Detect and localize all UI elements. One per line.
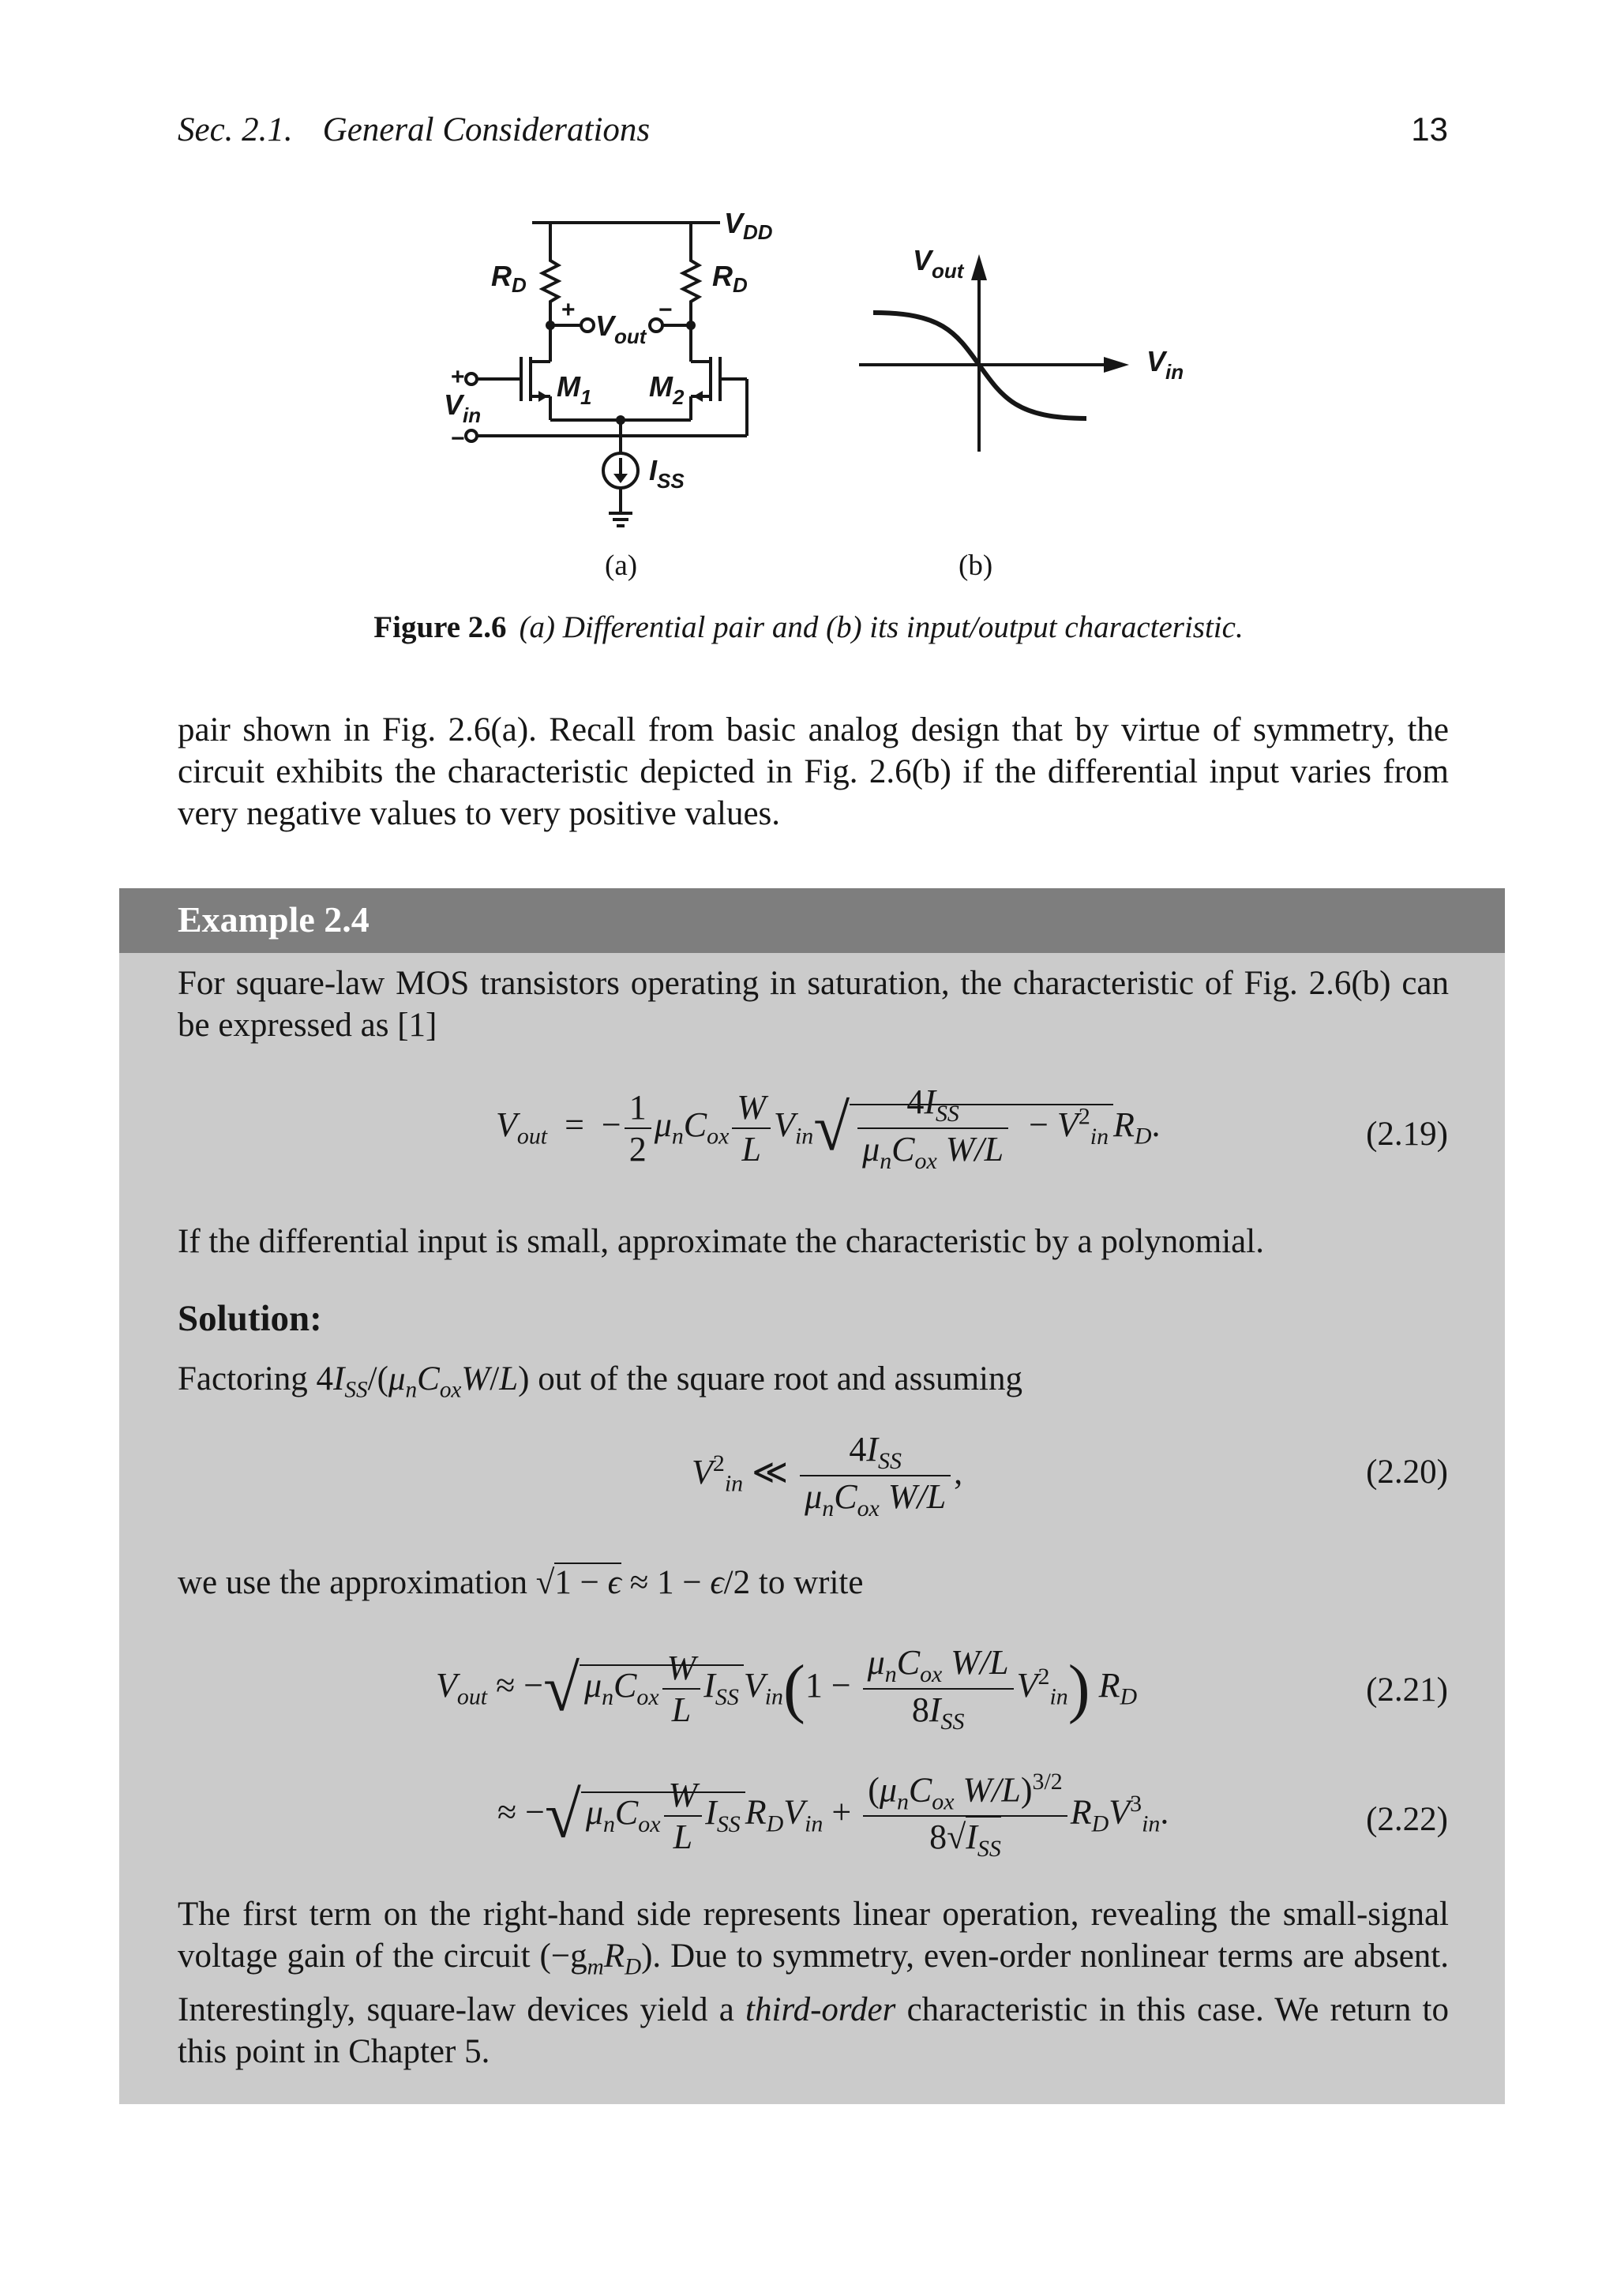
sublabel-b: (b) xyxy=(959,550,993,582)
vin-plus: + xyxy=(451,364,465,390)
eq-number-2-21: (2.21) xyxy=(1366,1671,1448,1709)
eq-number-2-22: (2.22) xyxy=(1366,1801,1448,1838)
vout-plus: + xyxy=(561,297,576,323)
caption-label: Figure 2.6 xyxy=(373,610,507,644)
vdd-label: $V_{DD}$ xyxy=(724,207,773,244)
example-title: Example 2.4 xyxy=(178,899,370,940)
vout-minus: − xyxy=(658,297,673,323)
rd-right-resistor xyxy=(683,223,699,325)
example-statement: For square-law MOS transistors operating in saturation, the characteristic of Fig. 2.6(b) can be expressed as [1] xyxy=(178,965,1449,1044)
intro-paragraph: pair shown in Fig. 2.6(a). Recall from basic analog design that by virtue of symmetry, the circuit exhibits the characteristic depicted in Fig. 2.6(b) if the differential input varies from very negative values to very positive values. xyxy=(178,711,1449,832)
solution-heading: Solution: xyxy=(178,1298,322,1339)
example-question: If the differential input is small, approximate the characteristic by a polynomial. xyxy=(178,1223,1264,1260)
section-number: Sec. 2.1. xyxy=(178,111,293,148)
vin-label: $V_{in}$ xyxy=(444,388,482,427)
page-number: 13 xyxy=(1411,111,1448,148)
conclusion-paragraph: The first term on the right-hand side represents linear operation, revealing the small-signal voltage gain of the circuit $(-g_mR_D)$. Due to symmetry, even-order nonlinear terms are absent. Interestingly, square-law devices yield a third-order characteristic in this case. We return to this point in Chapter 5. xyxy=(178,1896,1449,2070)
equation-2-19: $V_{out}$ = − $\frac{1}{2}$ $\mu_nC_{ox}$ $\frac{W}{L}$ $V_{in}√$ $\frac{4I_{SS}}{\mu_nC_{ox} W/L}$ − $V^2_{in}$ $R_D$. xyxy=(496,1082,1161,1174)
m1-label: $M_1$ xyxy=(557,370,592,409)
rd-right-label: $R_D$ xyxy=(712,260,748,297)
equation-2-21: $V_{out}$ ≈ −√ $\mu_nC_{ox}$ $\frac{W}{L}$ $I_{SS}$ $V_{in}(1$ − $\frac{\mu_nC_{ox} W/L}{8I_{SS}}$ $V^2_{in}$) $R_D$ xyxy=(436,1643,1138,1735)
iss-label: $I_{SS}$ xyxy=(649,454,685,493)
equation-2-22: ≈ −√ $\mu_nC_{ox}$ $\frac{W}{L}$ $I_{SS}$ $R_DV_{in}$ + $\frac{(\mu_nC_{ox} W/L)^{3/2}}{8√I_{SS}}$ $R_DV^3_{in}$. xyxy=(497,1769,1169,1863)
section-title: General Considerations xyxy=(322,111,651,148)
m2-label: $M_2$ xyxy=(649,370,685,409)
eq-number-2-20: (2.20) xyxy=(1366,1454,1448,1491)
rd-left-resistor xyxy=(542,223,558,325)
vin-minus: − xyxy=(451,426,465,452)
caption-text: (a) Differential pair and (b) its input/output characteristic. xyxy=(519,610,1244,644)
graph-vout-label: $V_{out}$ xyxy=(913,244,964,283)
figure-caption xyxy=(0,610,1617,645)
vout-label: $V_{out}$ xyxy=(595,310,647,348)
eq-number-2-19: (2.19) xyxy=(1366,1116,1448,1153)
graph-vin-label: $V_{in}$ xyxy=(1146,345,1184,384)
factoring-line: Factoring $4I_{SS}/(\mu_nC_{ox}W/L)$ out of the square root and assuming xyxy=(178,1360,1023,1403)
sublabel-a: (a) xyxy=(605,550,638,582)
equation-2-20: $V^2_{in}$ ≪ $\frac{4I_{SS}}{\mu_nC_{ox} W/L}$ , xyxy=(692,1430,963,1521)
approximation-line: we use the approximation √1 − ϵ ≈ 1 − ϵ/2 to write xyxy=(178,1564,864,1601)
rd-left-label: $R_D$ xyxy=(491,260,527,297)
figure-2-6 xyxy=(0,0,1617,600)
